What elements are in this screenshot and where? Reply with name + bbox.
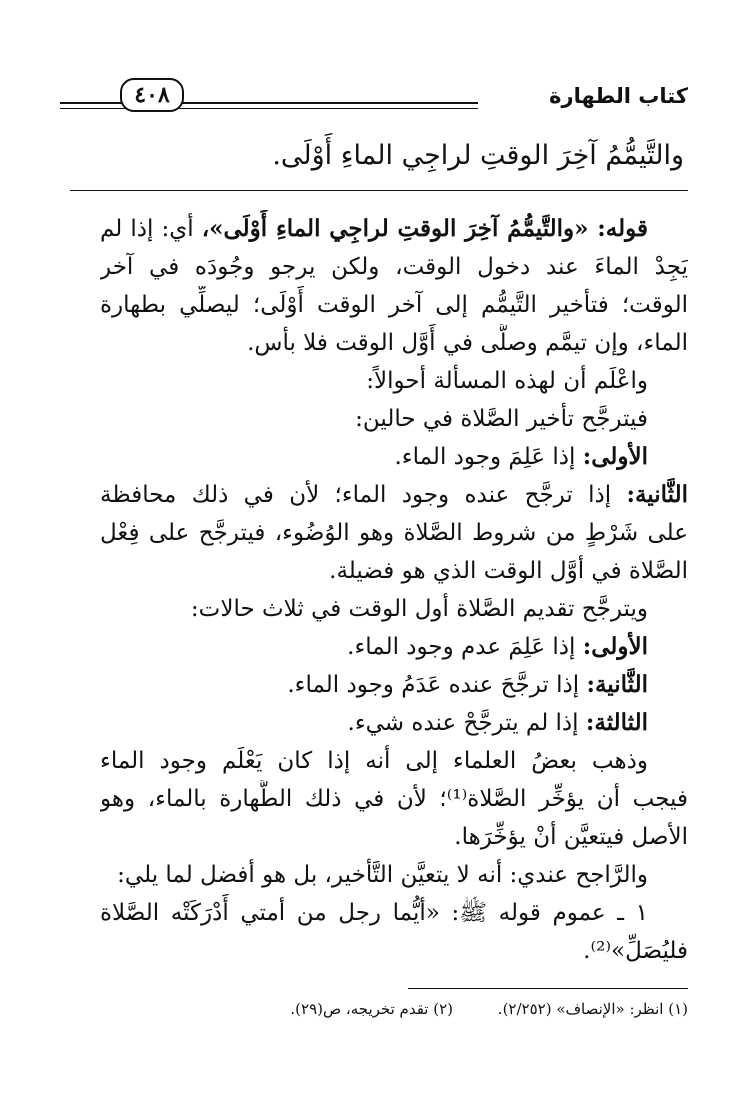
page-number: ٤٠٨ xyxy=(120,78,184,112)
body-line: فيترجَّح تأخير الصَّلاة في حالين: xyxy=(355,406,648,432)
case-label: الأولى: xyxy=(582,633,648,660)
footnote-1: (١) انظر: «الإنصاف» (٢/٢٥٢). xyxy=(497,1000,688,1018)
body-line: ١ ـ عموم قوله ﷺ: «أيُّما رجل من أمتي أَدْرَكَتْه الصَّلاة xyxy=(100,900,648,926)
body-line xyxy=(100,476,688,514)
body-line: الوقت؛ فتأخير التَّيمُّم إلى آخر الوقت أَوْلَى؛ ليصلِّي بطهارة xyxy=(100,292,688,318)
body-line: يَجِدْ الماءَ عند دخول الوقت، ولكن يرجو وجُودَه في آخر xyxy=(100,254,688,280)
line-text: إذا ترجَّح عنده وجود الماء؛ لأن في ذلك محافظة xyxy=(100,482,627,508)
matn-text: والتَّيمُّمُ آخِرَ الوقتِ لراجِي الماءِ أَوْلَى. xyxy=(272,140,684,171)
footnote-2: (٢) تقدم تخريجه، ص(٢٩). xyxy=(290,1000,454,1018)
body-line xyxy=(100,666,688,704)
body-line: وذهب بعضُ العلماء إلى أنه إذا كان يَعْلَم وجود الماء xyxy=(100,748,648,774)
body-line xyxy=(100,438,688,476)
body-line: واعْلَم أن لهذه المسألة أحوالاً: xyxy=(366,368,648,394)
footnote-separator xyxy=(408,988,688,989)
book-title: كتاب الطهارة xyxy=(549,84,688,108)
commentary-body xyxy=(100,210,688,970)
body-line: والرَّاجح عندي: أنه لا يتعيَّن التَّأخير، بل هو أفضل لما يلي: xyxy=(117,862,648,888)
body-line: ويترجَّح تقديم الصَّلاة أول الوقت في ثلاث حالات: xyxy=(190,596,648,622)
body-line: الماء، وإن تيمَّم وصلَّى في أَوَّل الوقت فلا بأس. xyxy=(247,330,688,356)
page-header xyxy=(70,78,688,118)
body-line xyxy=(100,628,688,666)
matn-separator xyxy=(70,190,688,191)
line-text: إذا ترجَّحَ عنده عَدَمُ وجود الماء. xyxy=(287,672,587,698)
line-text: إذا عَلِمَ وجود الماء. xyxy=(394,444,583,470)
line-text: إذا عَلِمَ عدم وجود الماء. xyxy=(347,634,583,660)
body-line: فليُصَلِّ»⁽²⁾. xyxy=(583,938,688,964)
header-rule-left xyxy=(60,102,122,104)
header-rule-left-thin xyxy=(60,108,122,109)
body-line: الأصل فيتعيَّن أنْ يؤخِّرَها. xyxy=(454,824,688,850)
quote-lead: قوله: «والتَّيمُّمُ آخِرَ الوقتِ لراجِي الماءِ أَوْلَى»، xyxy=(201,215,648,242)
case-label: الثَّانية: xyxy=(626,481,688,508)
footnotes xyxy=(250,1000,688,1018)
line-text: أي: إذا لم xyxy=(100,216,202,242)
body-line xyxy=(100,704,688,742)
case-label: الأولى: xyxy=(582,443,648,470)
body-line xyxy=(100,210,688,248)
body-line: فيجب أن يؤخِّر الصَّلاة⁽¹⁾؛ لأن في ذلك الطَّهارة بالماء، وهو xyxy=(100,786,688,812)
case-label: الثَّانية: xyxy=(586,671,648,698)
case-label: الثالثة: xyxy=(585,709,648,736)
body-line: على شَرْطٍ من شروط الصَّلاة وهو الوُضُوء، فيترجَّح على فِعْل xyxy=(100,520,688,546)
body-line: الصَّلاة في أوَّل الوقت الذي هو فضيلة. xyxy=(329,558,688,584)
line-text: إذا لم يترجَّحْ عنده شيء. xyxy=(347,710,586,736)
